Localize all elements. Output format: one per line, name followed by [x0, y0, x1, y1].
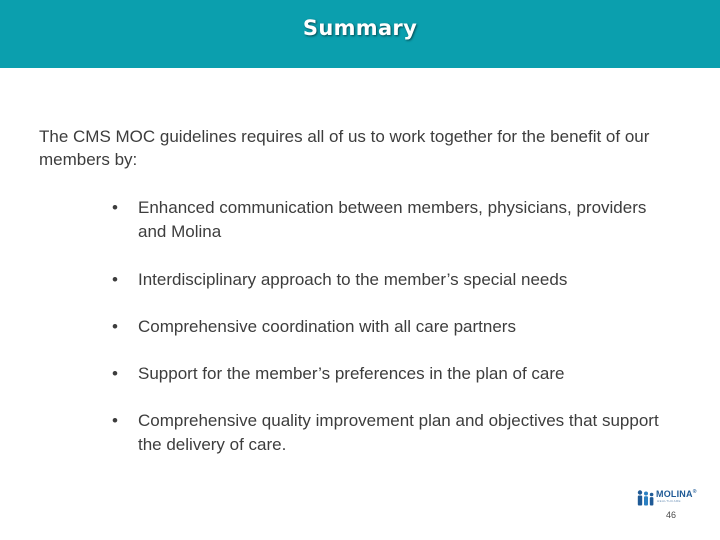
- bullet-item: [112, 196, 672, 244]
- bullet-item: [112, 409, 672, 457]
- slide-title: Summary: [302, 16, 418, 40]
- molina-people-icon: [636, 489, 656, 507]
- bullet-symbol: •: [112, 317, 118, 336]
- bullet-symbol: •: [112, 270, 118, 289]
- bullet-text: Comprehensive coordination with all care partners: [138, 317, 516, 336]
- bullet-text: Support for the member’s preferences in the plan of care: [138, 364, 565, 383]
- logo-wordmark: MOLINA®: [656, 489, 697, 499]
- bullet-item: [112, 362, 672, 386]
- logo-subtext: HEALTHCARE: [657, 499, 681, 503]
- bullet-text: Enhanced communication between members, physicians, providers and Molina: [138, 198, 647, 241]
- bullet-text: Comprehensive quality improvement plan and objectives that support the delivery of care.: [138, 411, 659, 454]
- bullet-symbol: •: [112, 364, 118, 383]
- bullet-text: Interdisciplinary approach to the member’s special needs: [138, 270, 568, 289]
- bullet-list: [112, 196, 672, 457]
- bullet-item: [112, 315, 672, 339]
- bullet-symbol: •: [112, 198, 118, 217]
- intro-text: The CMS MOC guidelines requires all of us to work together for the benefit of our members by:: [39, 127, 650, 169]
- bullet-item: [112, 268, 672, 292]
- bullet-symbol: •: [112, 411, 118, 430]
- molina-logo: [636, 487, 698, 509]
- page-number: 46: [665, 510, 676, 520]
